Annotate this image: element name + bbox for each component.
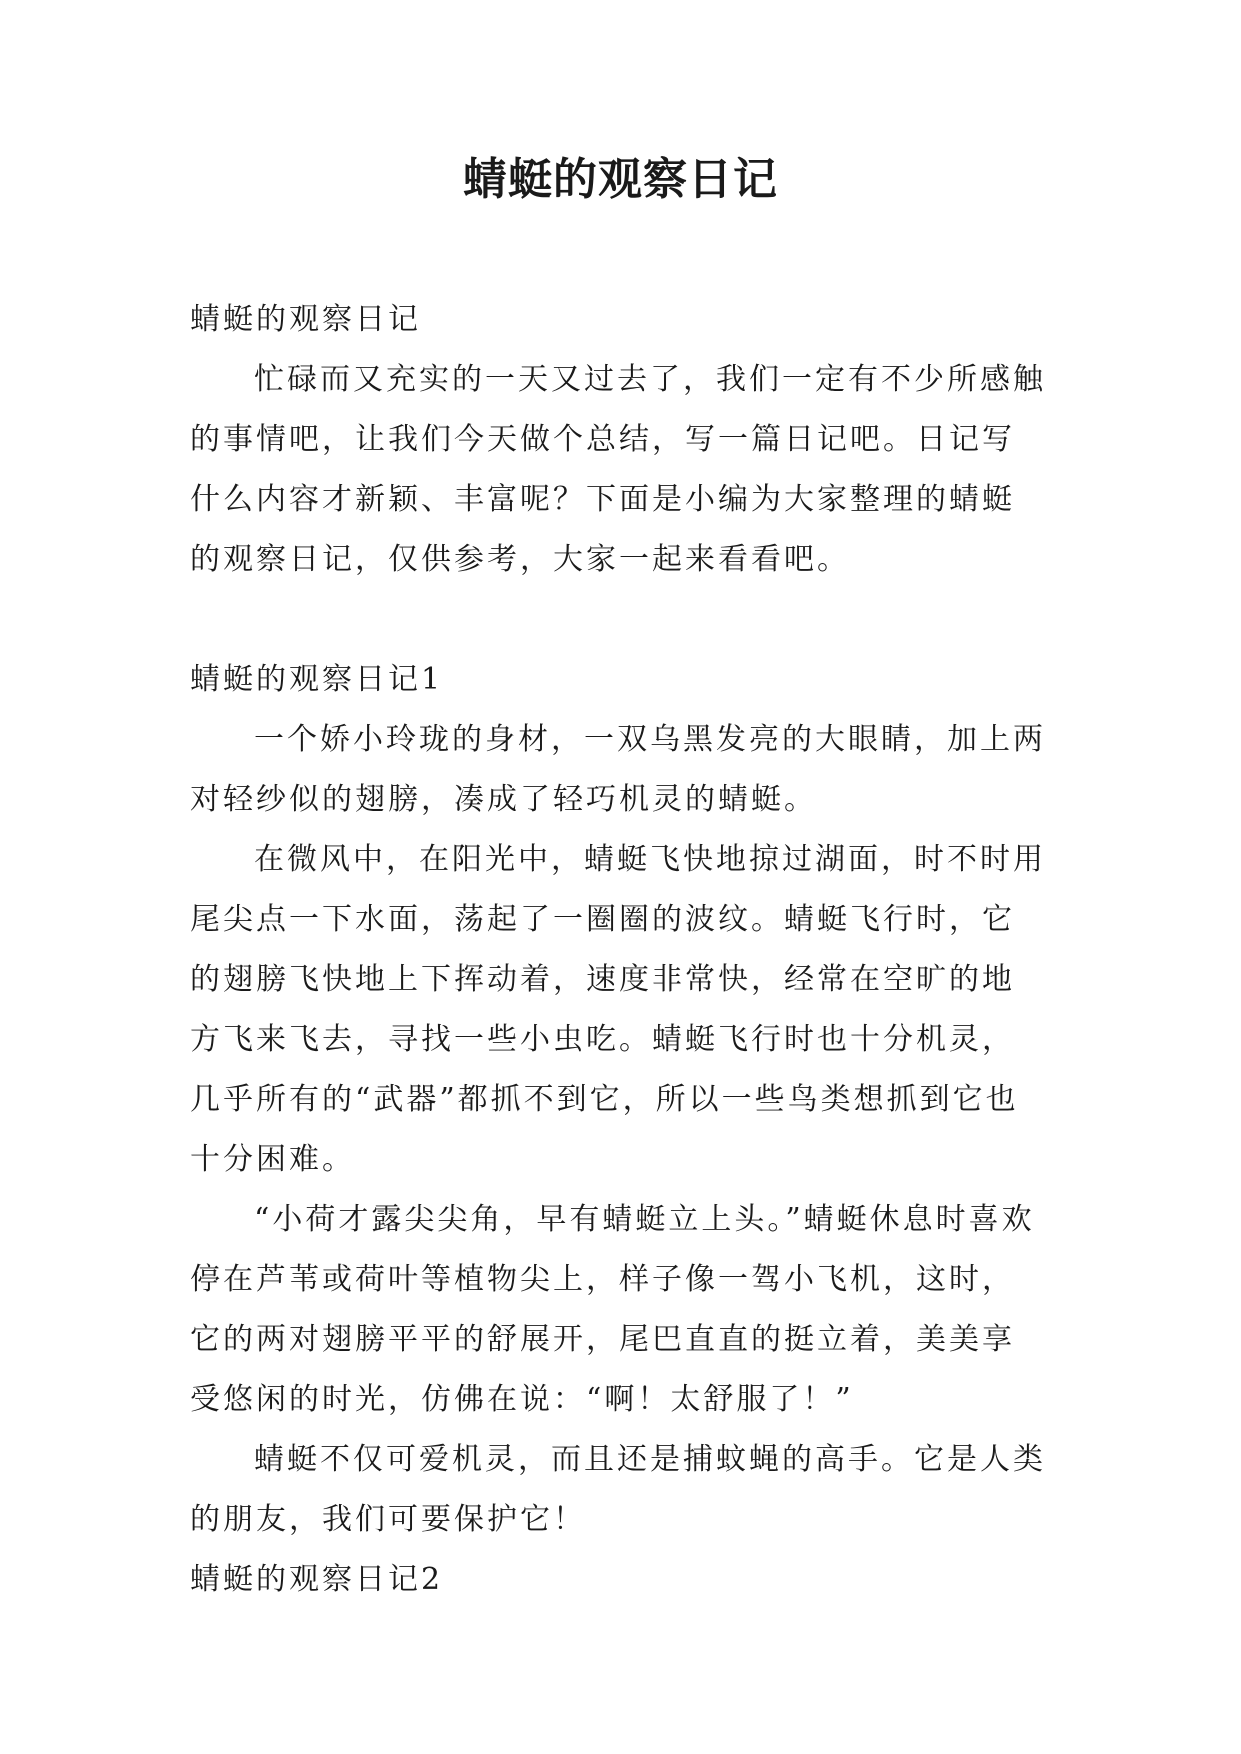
diary-1-paragraph-2: 在微风中，在阳光中，蜻蜓飞快地掠过湖面，时不时用尾尖点一下水面，荡起了一圈圈的波纹。蜻蜓飞行时，它的翅膀飞快地上下挥动着，速度非常快，经常在空旷的地方飞来飞去，寻找一些小虫吃。蜻蜓飞行时也十分机灵，几乎所有的“武器”都抓不到它，所以一些鸟类想抓到它也十分困难。 <box>190 842 1046 1177</box>
diary-1-paragraph-4: 蜻蜓不仅可爱机灵，而且还是捕蚊蝇的高手。它是人类的朋友，我们可要保护它！ <box>190 1442 1046 1537</box>
document-body <box>190 290 1046 1610</box>
document-title: 蜻蜓的观察日记 <box>463 154 778 205</box>
section-heading-intro: 蜻蜓的观察日记 <box>190 302 421 337</box>
section-heading-2: 蜻蜓的观察日记2 <box>190 1562 444 1597</box>
intro-paragraph: 忙碌而又充实的一天又过去了，我们一定有不少所感触的事情吧，让我们今天做个总结，写一篇日记吧。日记写什么内容才新颖、丰富呢？下面是小编为大家整理的蜻蜓的观察日记，仅供参考，大家一起来看看吧。 <box>190 362 1046 577</box>
diary-1-paragraph-3: “小荷才露尖尖角，早有蜻蜓立上头。”蜻蜓休息时喜欢停在芦苇或荷叶等植物尖上，样子像一驾小飞机，这时，它的两对翅膀平平的舒展开，尾巴直直的挺立着，美美享受悠闲的时光，仿佛在说：“啊！太舒服了！” <box>190 1202 1035 1417</box>
diary-1-paragraph-1: 一个娇小玲珑的身材，一双乌黑发亮的大眼睛，加上两对轻纱似的翅膀，凑成了轻巧机灵的蜻蜓。 <box>190 722 1046 817</box>
section-spacer <box>190 590 1046 650</box>
section-heading-1: 蜻蜓的观察日记1 <box>190 662 444 697</box>
